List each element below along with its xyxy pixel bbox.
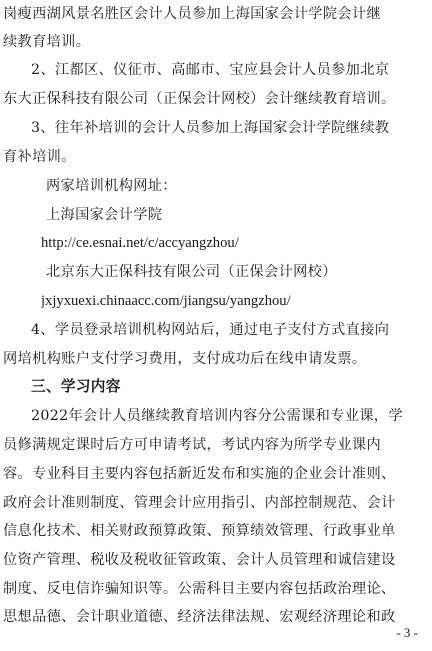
institution-url: jxjyxuexi.chinaacc.com/jiangsu/yangzhou/ (41, 293, 291, 309)
paragraph-line: 位资产管理、税收及税收征管政策、会计人员管理和诚信建设 (3, 552, 396, 568)
paragraph-line: 育补培训。 (3, 149, 76, 165)
paragraph-line: 2022年会计人员继续教育培训内容分公需课和专业课，学 (31, 408, 403, 424)
paragraph-line: 员修满规定课时后方可申请考试，考试内容为所学专业课内 (3, 437, 381, 453)
paragraph-line: 2、江都区、仪征市、高邮市、宝应县会计人员参加北京 (31, 62, 390, 78)
website-heading: 两家培训机构网址： (46, 178, 177, 194)
paragraph-line: 岗瘦西湖风景名胜区会计人员参加上海国家会计学院会计继 (3, 6, 381, 22)
paragraph-line: 思想品德、会计职业道德、经济法律法规、宏观经济理论和政 (3, 609, 396, 625)
page-number: - 3 - (396, 625, 418, 640)
paragraph-line: 容。专业科目主要内容包括新近发布和实施的企业会计准则、 (3, 466, 396, 482)
institution-name: 北京东大正保科技有限公司（正保会计网校） (46, 264, 337, 280)
paragraph-line: 信息化技术、相关财政预算政策、预算绩效管理、行政事业单 (3, 523, 396, 539)
paragraph-line: 制度、反电信诈骗知识等。公需科目主要内容包括政治理论、 (3, 581, 396, 597)
paragraph-line: 政府会计准则制度、管理会计应用指引、内部控制规范、会计 (3, 495, 396, 511)
paragraph-line: 续教育培训。 (3, 34, 91, 50)
institution-url: http://ce.esnai.net/c/accyangzhou/ (41, 235, 239, 251)
paragraph-line: 网培机构账户支付学习费用，支付成功后在线申请发票。 (3, 351, 367, 367)
institution-name: 上海国家会计学院 (46, 207, 163, 223)
paragraph-line: 4、学员登录培训机构网站后，通过电子支付方式直接向 (31, 322, 390, 338)
section-heading: 三、学习内容 (31, 378, 121, 395)
paragraph-line: 东大正保科技有限公司（正保会计网校）会计继续教育培训。 (3, 91, 396, 107)
paragraph-line: 3、往年补培训的会计人员参加上海国家会计学院继续教 (31, 120, 390, 136)
